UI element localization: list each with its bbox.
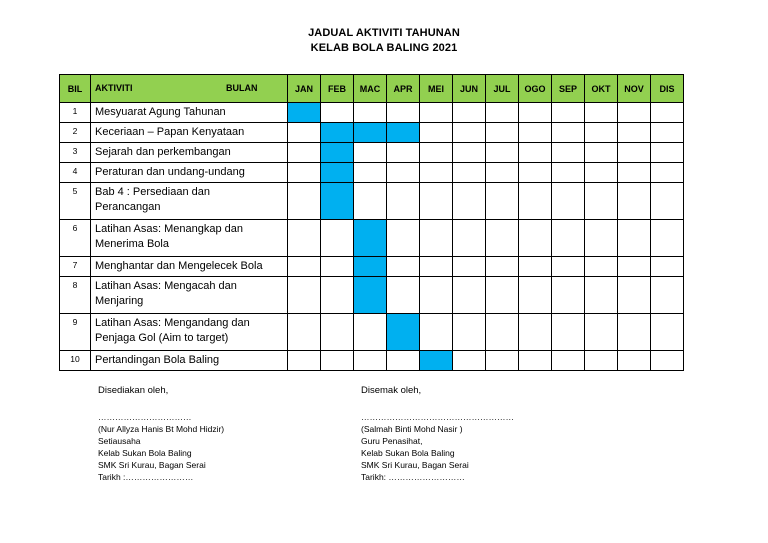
month-cell: [585, 103, 618, 123]
reviewed-by-school: SMK Sri Kurau, Bagan Serai: [361, 460, 469, 470]
month-cell: [321, 314, 354, 351]
month-cell: [651, 163, 684, 183]
month-cell: [519, 257, 552, 277]
prepared-by-block: [98, 385, 224, 483]
row-number: 10: [60, 351, 91, 371]
month-cell: [387, 277, 420, 314]
month-cell: [651, 143, 684, 163]
month-cell: [288, 163, 321, 183]
header-month-okt: OKT: [585, 75, 618, 103]
table-row: [60, 351, 684, 371]
table-row: [60, 220, 684, 257]
month-cell: [552, 277, 585, 314]
table-row: [60, 143, 684, 163]
month-cell: [387, 143, 420, 163]
row-number: 3: [60, 143, 91, 163]
month-cell: [552, 220, 585, 257]
month-cell: [585, 351, 618, 371]
month-cell: [585, 123, 618, 143]
month-cell: [519, 277, 552, 314]
month-cell: [486, 163, 519, 183]
reviewed-by-name: (Salmah Binti Mohd Nasir ): [361, 424, 463, 434]
prepared-by-school: SMK Sri Kurau, Bagan Serai: [98, 460, 206, 470]
header-month-feb: FEB: [321, 75, 354, 103]
month-cell: [321, 103, 354, 123]
document-title: JADUAL AKTIVITI TAHUNAN: [308, 27, 460, 39]
month-cell: [552, 163, 585, 183]
month-cell: [618, 143, 651, 163]
month-cell: [354, 143, 387, 163]
month-cell: [552, 351, 585, 371]
activity-schedule-table: [59, 74, 684, 371]
month-cell: [552, 314, 585, 351]
document-subtitle: KELAB BOLA BALING 2021: [310, 42, 458, 54]
reviewed-by-org: Kelab Sukan Bola Baling: [361, 448, 455, 458]
month-cell: [618, 220, 651, 257]
scheduled-month-cell: [321, 163, 354, 183]
month-cell: [486, 220, 519, 257]
header-month-apr: APR: [387, 75, 420, 103]
month-cell: [552, 123, 585, 143]
month-cell: [486, 183, 519, 220]
month-cell: [387, 351, 420, 371]
month-cell: [618, 257, 651, 277]
month-cell: [585, 220, 618, 257]
scheduled-month-cell: [387, 314, 420, 351]
activity-name: Latihan Asas: Menangkap dan Menerima Bola: [91, 220, 288, 257]
header-month-jun: JUN: [453, 75, 486, 103]
table-row: [60, 314, 684, 351]
scheduled-month-cell: [420, 351, 453, 371]
month-cell: [453, 163, 486, 183]
month-cell: [651, 103, 684, 123]
month-cell: [354, 314, 387, 351]
month-cell: [519, 143, 552, 163]
row-number: 5: [60, 183, 91, 220]
month-cell: [618, 163, 651, 183]
month-cell: [486, 351, 519, 371]
prepared-by-name: (Nur Allyza Hanis Bt Mohd Hidzir): [98, 424, 225, 434]
month-cell: [420, 143, 453, 163]
month-cell: [321, 277, 354, 314]
month-cell: [453, 143, 486, 163]
table-row: [60, 277, 684, 314]
table-row: [60, 183, 684, 220]
header-month-jan: JAN: [288, 75, 321, 103]
month-cell: [288, 314, 321, 351]
row-number: 4: [60, 163, 91, 183]
header-bil: BIL: [60, 75, 91, 103]
month-cell: [552, 257, 585, 277]
row-number: 1: [60, 103, 91, 123]
month-cell: [321, 220, 354, 257]
month-cell: [321, 351, 354, 371]
month-cell: [651, 351, 684, 371]
reviewed-by-date: Tarikh: ………………………: [361, 472, 465, 482]
month-cell: [453, 103, 486, 123]
month-cell: [453, 351, 486, 371]
month-cell: [420, 277, 453, 314]
month-cell: [552, 143, 585, 163]
reviewed-by-label: Disemak oleh,: [361, 385, 422, 396]
month-cell: [387, 183, 420, 220]
month-cell: [519, 314, 552, 351]
month-cell: [321, 257, 354, 277]
month-cell: [651, 257, 684, 277]
table-row: [60, 103, 684, 123]
activity-name: Pertandingan Bola Baling: [91, 351, 288, 371]
activity-name: Latihan Asas: Mengacah dan Menjaring: [91, 277, 288, 314]
activity-name: Menghantar dan Mengelecek Bola: [91, 257, 288, 277]
table-header-row: [60, 75, 684, 103]
activity-name: Keceriaan – Papan Kenyataan: [91, 123, 288, 143]
prepared-by-org: Kelab Sukan Bola Baling: [98, 448, 192, 458]
header-month-mei: MEI: [420, 75, 453, 103]
month-cell: [420, 220, 453, 257]
month-cell: [651, 183, 684, 220]
prepared-by-role: Setiausaha: [98, 436, 141, 446]
month-cell: [486, 103, 519, 123]
month-cell: [486, 143, 519, 163]
month-cell: [453, 183, 486, 220]
month-cell: [585, 257, 618, 277]
month-cell: [618, 183, 651, 220]
scheduled-month-cell: [321, 183, 354, 220]
row-number: 2: [60, 123, 91, 143]
month-cell: [585, 314, 618, 351]
month-cell: [354, 351, 387, 371]
month-cell: [651, 314, 684, 351]
month-cell: [420, 123, 453, 143]
month-cell: [651, 123, 684, 143]
header-month-sep: SEP: [552, 75, 585, 103]
month-cell: [618, 277, 651, 314]
header-month-nov: NOV: [618, 75, 651, 103]
month-cell: [552, 183, 585, 220]
month-cell: [618, 103, 651, 123]
reviewed-by-role: Guru Penasihat,: [361, 436, 423, 446]
scheduled-month-cell: [321, 123, 354, 143]
activity-name: Sejarah dan perkembangan: [91, 143, 288, 163]
month-cell: [453, 220, 486, 257]
month-cell: [387, 103, 420, 123]
month-cell: [288, 257, 321, 277]
activity-name: Bab 4 : Persediaan dan Perancangan: [91, 183, 288, 220]
month-cell: [387, 163, 420, 183]
month-cell: [519, 220, 552, 257]
month-cell: [486, 257, 519, 277]
table-row: [60, 257, 684, 277]
month-cell: [519, 351, 552, 371]
month-cell: [486, 123, 519, 143]
month-cell: [519, 163, 552, 183]
table-row: [60, 123, 684, 143]
activity-name: Mesyuarat Agung Tahunan: [91, 103, 288, 123]
header-month-jul: JUL: [486, 75, 519, 103]
header-month-dis: DIS: [651, 75, 684, 103]
month-cell: [585, 143, 618, 163]
month-cell: [387, 257, 420, 277]
row-number: 6: [60, 220, 91, 257]
month-cell: [519, 103, 552, 123]
month-cell: [420, 257, 453, 277]
month-cell: [453, 257, 486, 277]
scheduled-month-cell: [387, 123, 420, 143]
scheduled-month-cell: [321, 143, 354, 163]
month-cell: [288, 220, 321, 257]
row-number: 7: [60, 257, 91, 277]
month-cell: [552, 103, 585, 123]
month-cell: [651, 220, 684, 257]
month-cell: [453, 123, 486, 143]
month-cell: [453, 277, 486, 314]
month-cell: [585, 183, 618, 220]
month-cell: [288, 143, 321, 163]
month-cell: [585, 163, 618, 183]
scheduled-month-cell: [354, 257, 387, 277]
month-cell: [288, 123, 321, 143]
header-month-ogo: OGO: [519, 75, 552, 103]
scheduled-month-cell: [288, 103, 321, 123]
scheduled-month-cell: [354, 220, 387, 257]
prepared-by-signature-line: ……………………………: [98, 412, 192, 422]
month-cell: [486, 277, 519, 314]
month-cell: [354, 183, 387, 220]
month-cell: [519, 123, 552, 143]
prepared-by-date: Tarikh :……………………: [98, 472, 194, 482]
header-bulan-label: BULAN: [226, 83, 258, 93]
activity-name: Peraturan dan undang-undang: [91, 163, 288, 183]
month-cell: [288, 277, 321, 314]
scheduled-month-cell: [354, 123, 387, 143]
header-aktiviti-label: AKTIVITI: [95, 83, 133, 93]
month-cell: [420, 103, 453, 123]
month-cell: [618, 314, 651, 351]
row-number: 9: [60, 314, 91, 351]
header-aktiviti: [91, 75, 288, 103]
table-row: [60, 163, 684, 183]
month-cell: [420, 314, 453, 351]
prepared-by-label: Disediakan oleh,: [98, 385, 169, 396]
row-number: 8: [60, 277, 91, 314]
month-cell: [585, 277, 618, 314]
month-cell: [354, 163, 387, 183]
header-month-mac: MAC: [354, 75, 387, 103]
month-cell: [420, 163, 453, 183]
month-cell: [453, 314, 486, 351]
month-cell: [519, 183, 552, 220]
activity-name: Latihan Asas: Mengandang dan Penjaga Gol (Aim to target): [91, 314, 288, 351]
month-cell: [387, 220, 420, 257]
month-cell: [288, 351, 321, 371]
month-cell: [618, 351, 651, 371]
month-cell: [420, 183, 453, 220]
reviewed-by-signature-line: ………………………………………………: [361, 412, 514, 422]
month-cell: [486, 314, 519, 351]
month-cell: [651, 277, 684, 314]
scheduled-month-cell: [354, 277, 387, 314]
reviewed-by-block: [361, 385, 514, 483]
month-cell: [288, 183, 321, 220]
month-cell: [618, 123, 651, 143]
month-cell: [354, 103, 387, 123]
